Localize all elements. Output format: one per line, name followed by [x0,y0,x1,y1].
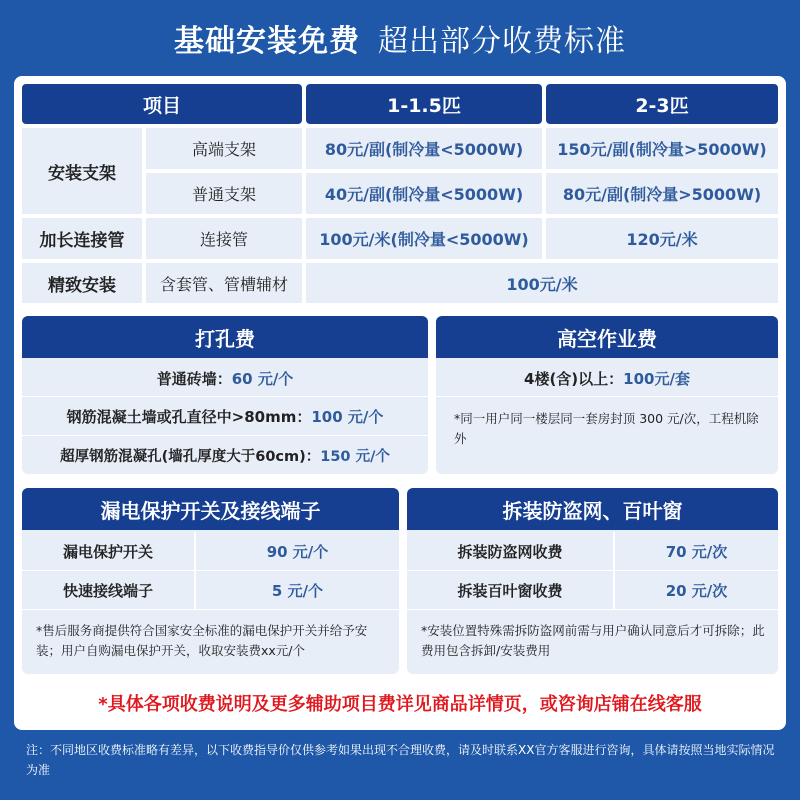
drilling-value: 150 元/个 [320,448,390,465]
leakage-value: 90 元/个 [266,542,329,561]
removal-blind-label: 拆装百叶窗收费 [457,581,563,600]
divider [436,396,778,397]
leakage-label: 漏电保护开关 [62,542,153,561]
leakage-note: *售后服务商提供符合国家安全标准的漏电保护开关并给予安装；用户自购漏电保护开关，收取安装费xx元/个 [36,623,368,658]
item-pipe: 连接管 [146,218,302,259]
page-header [0,0,800,76]
price-fine-install: 100元/米 [306,263,778,303]
price-normal-bracket-small: 40元/副(制冷量<5000W) [306,173,542,214]
item-high-bracket: 高端支架 [146,128,302,169]
table-header-large: 2-3匹 [546,84,778,124]
aerial-note: *同一用户同一楼层同一套房封顶 300 元/次，工程机除外 [454,411,759,446]
terminal-label: 快速接线端子 [62,581,153,600]
price-high-bracket-small: 80元/副(制冷量<5000W) [306,128,542,169]
item-normal-bracket: 普通支架 [146,173,302,214]
category-bracket: 安装支架 [22,128,142,214]
aerial-title: 高空作业费 [436,316,778,358]
price-pipe-large: 120元/米 [546,218,778,259]
price-pipe-small: 100元/米(制冷量<5000W) [306,218,542,259]
table-header-item: 项目 [22,84,302,124]
removal-blind-value: 20 元/次 [665,581,728,600]
drilling-value: 100 元/个 [311,407,384,426]
removal-net-label: 拆装防盗网收费 [457,542,563,561]
content-panel [14,76,786,730]
divider [22,609,399,610]
divider [194,532,196,609]
drilling-row-brick [22,360,428,396]
price-high-bracket-large: 150元/副(制冷量>5000W) [546,128,778,169]
header-title-bold: 基础安装免费 [174,24,360,59]
drilling-label: 普通砖墙： [156,369,232,388]
price-normal-bracket-large: 80元/副(制冷量>5000W) [546,173,778,214]
drilling-title: 打孔费 [22,316,428,358]
leakage-title: 漏电保护开关及接线端子 [22,488,399,530]
header-title-light: 超出部分收费标准 [378,24,626,59]
removal-title: 拆装防盗网、百叶窗 [407,488,778,530]
drilling-row-thick [22,436,428,474]
aerial-value: 100元/套 [623,369,690,388]
footer-note: 注：不同地区收费标准略有差异，以下收费指导价仅供参考如果出现不合理收费，请及时联系XX官方客服进行咨询，具体请按照当地实际情况为准 [26,743,775,777]
table-header-small: 1-1.5匹 [306,84,542,124]
item-fine-install: 含套管、管槽辅材 [146,263,302,303]
category-fine-install: 精致安装 [22,263,142,303]
aerial-row [436,360,778,396]
category-pipe: 加长连接管 [22,218,142,259]
drilling-value: 60 元/个 [231,369,294,388]
drilling-label: 超厚钢筋混凝孔(墙孔厚度大于60cm)： [60,448,321,465]
removal-note: *安装位置特殊需拆防盗网前需与用户确认同意后才可拆除；此费用包含拆卸/安装费用 [421,623,765,658]
divider [613,532,615,609]
aerial-label: 4楼(含)以上： [524,369,624,388]
red-notice: *具体各项收费说明及更多辅助项目费详见商品详情页，或咨询店铺在线客服 [98,694,702,715]
drilling-label: 钢筋混凝土墙或孔直径中>80mm： [66,407,312,426]
terminal-value: 5 元/个 [271,581,324,600]
divider [407,609,778,610]
removal-net-value: 70 元/次 [665,542,728,561]
drilling-row-concrete [22,397,428,435]
